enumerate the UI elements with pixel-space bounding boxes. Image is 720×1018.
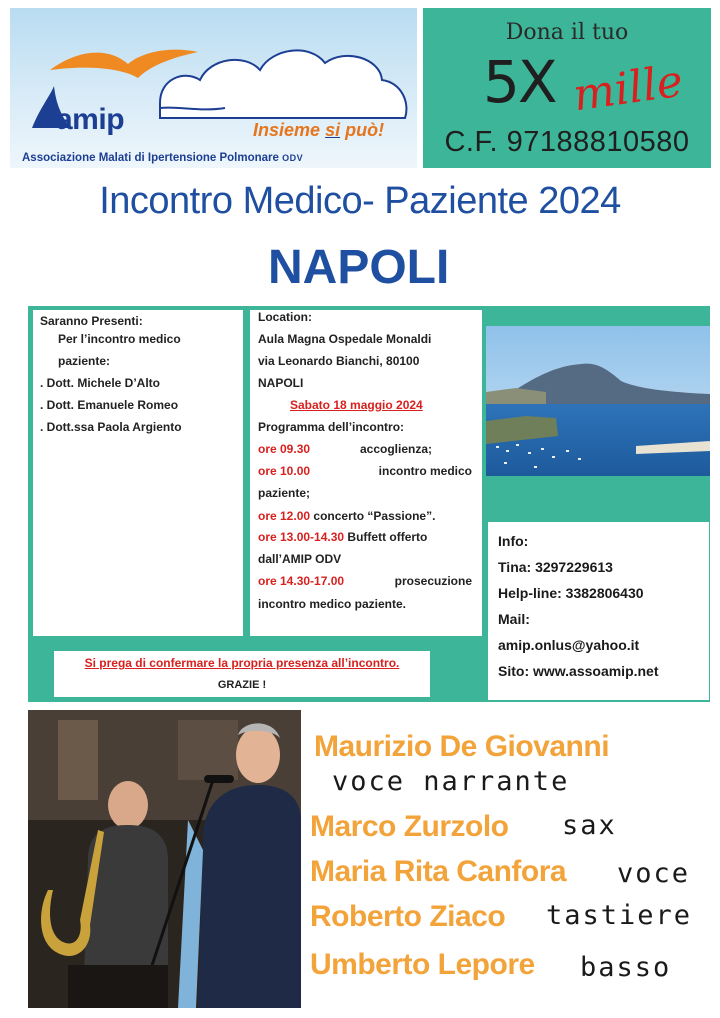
info-heading: Info:: [498, 533, 529, 549]
five-x-text: 5X: [483, 48, 556, 116]
seagull-icon: [10, 8, 417, 168]
performer-name: Maurizio De Giovanni: [314, 730, 610, 763]
doctor-item: . Dott. Emanuele Romeo: [40, 398, 179, 412]
amip-logo-text: amip: [56, 103, 125, 136]
program-heading: Programma dell’incontro:: [258, 420, 405, 434]
event-date: Sabato 18 maggio 2024: [290, 398, 423, 412]
confirm-message: Si prega di confermare la propria presenza all’incontro.: [84, 656, 400, 670]
presenti-sub-1: Per l’incontro medico: [58, 332, 181, 346]
event-title: Incontro Medico- Paziente 2024: [99, 180, 621, 222]
program-item: incontro medico paziente.: [258, 597, 407, 611]
performer-role: tastiere: [546, 900, 693, 931]
mille-text: mille: [569, 55, 686, 122]
musicians-image: [28, 710, 301, 1008]
doctor-item: . Dott. Michele D’Alto: [40, 376, 160, 390]
amip-logo-banner: [10, 8, 417, 168]
performer-name: Roberto Ziaco: [310, 900, 506, 933]
info-phone: Tina: 3297229613: [498, 559, 613, 575]
info-mail-label: Mail:: [498, 611, 530, 627]
performer-role: voce: [617, 858, 691, 889]
performer-role: sax: [562, 810, 617, 841]
band-photo: [28, 710, 301, 1008]
presenti-sub-2: paziente:: [58, 354, 111, 368]
donation-banner: [423, 8, 711, 168]
event-city: NAPOLI: [268, 241, 450, 294]
slogan: Insieme si può!: [253, 120, 385, 140]
location-line: via Leonardo Bianchi, 80100: [258, 354, 420, 368]
location-line: Aula Magna Ospedale Monaldi: [258, 332, 432, 346]
info-mail: amip.onlus@yahoo.it: [498, 637, 640, 653]
thanks-text: GRAZIE !: [217, 679, 267, 691]
program-item: ore 10.00 incontro medico: [258, 464, 472, 478]
performer-name: Maria Rita Canfora: [310, 855, 567, 888]
fiscal-code: C.F. 97188810580: [444, 126, 690, 158]
performer-name: Marco Zurzolo: [310, 810, 509, 843]
info-site: Sito: www.assoamip.net: [498, 663, 659, 679]
vesuvius-bay-image: [486, 326, 710, 476]
info-helpline: Help-line: 3382806430: [498, 585, 644, 601]
performer-role: basso: [580, 952, 672, 983]
program-item: paziente;: [258, 486, 311, 500]
program-item: ore 13.00-14.30 Buffett offerto: [258, 530, 428, 544]
program-item: ore 12.00 concerto “Passione”.: [258, 509, 436, 523]
program-item: ore 14.30-17.00 prosecuzione: [258, 574, 472, 588]
program-item: ore 09.30 accoglienza;: [258, 442, 432, 456]
program-item: dall’AMIP ODV: [258, 552, 342, 566]
doctor-item: . Dott.ssa Paola Argiento: [40, 420, 182, 434]
association-name: Associazione Malati di Ipertensione Polmonare ODV: [22, 152, 304, 164]
performer-name: Umberto Lepore: [310, 948, 535, 981]
performer-role: voce narrante: [332, 766, 570, 797]
location-line: NAPOLI: [258, 376, 304, 390]
location-heading: Location:: [258, 310, 312, 324]
presenti-heading: Saranno Presenti:: [40, 314, 143, 328]
naples-photo: [486, 326, 710, 476]
donation-title: Dona il tuo: [505, 20, 629, 45]
